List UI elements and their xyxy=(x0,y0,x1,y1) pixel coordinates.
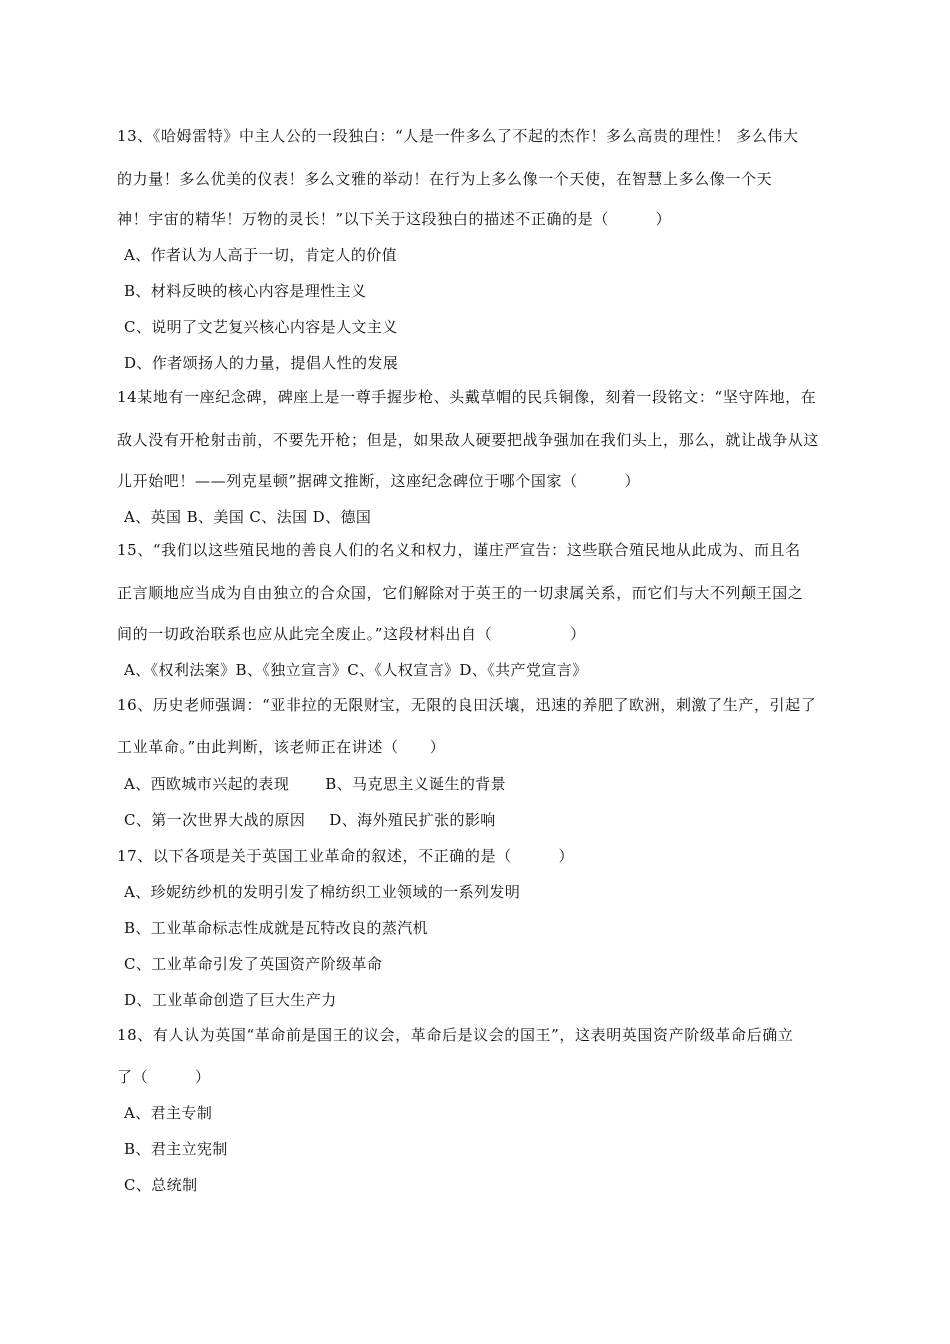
question-14-stem-line-3: 儿开始吧！——列克星顿”据碑文推断，这座纪念碑位于哪个国家（ ） xyxy=(117,472,641,490)
question-13-option-b: B、材料反映的核心内容是理性主义 xyxy=(124,282,367,300)
question-18-option-a: A、君主专制 xyxy=(124,1104,213,1122)
question-15-stem-line-3: 间的一切政治联系也应从此完全废止。”这段材料出自（ ） xyxy=(117,625,586,643)
question-13-stem-line-3: 神！宇宙的精华！万物的灵长！”以下关于这段独白的描述不正确的是（ ） xyxy=(117,210,672,228)
question-13-option-c: C、说明了文艺复兴核心内容是人文主义 xyxy=(124,318,398,336)
question-16-option-b: B、马克思主义诞生的背景 xyxy=(325,775,507,793)
question-15-options: A、《权利法案》B、《独立宣言》C、《人权宣言》D、《共产党宣言》 xyxy=(124,661,588,679)
question-17-option-b: B、工业革命标志性成就是瓦特改良的蒸汽机 xyxy=(124,919,429,937)
question-14-stem-line-1: 14某地有一座纪念碑，碑座上是一尊手握步枪、头戴草帽的民兵铜像，刻着一段铭文：“坚守阵地，在 xyxy=(117,388,817,406)
question-17-stem: 17、以下各项是关于英国工业革命的叙述，不正确的是（ ） xyxy=(117,847,575,865)
question-13-option-a: A、作者认为人高于一切，肯定人的价值 xyxy=(124,246,398,264)
question-18-option-b: B、君主立宪制 xyxy=(124,1140,228,1158)
question-13-stem-line-1: 13、《哈姆雷特》中主人公的一段独白：“人是一件多么了不起的杰作！多么高贵的理性！ 多么伟大 xyxy=(117,127,799,145)
question-17-option-d: D、工业革命创造了巨大生产力 xyxy=(124,991,337,1009)
question-16-option-row-1 xyxy=(124,774,854,794)
question-17-option-c: C、工业革命引发了英国资产阶级革命 xyxy=(124,955,383,973)
question-15-stem-line-2: 正言顺地应当成为自由独立的合众国，它们解除对于英王的一切隶属关系，而它们与大不列颠王国之 xyxy=(117,584,804,602)
question-13-option-d: D、作者颂扬人的力量，提倡人性的发展 xyxy=(124,354,399,372)
question-13-stem-line-2: 的力量！多么优美的仪表！多么文雅的举动！在行为上多么像一个天使，在智慧上多么像一个天 xyxy=(117,170,773,188)
question-14-options: A、英国 B、美国 C、法国 D、德国 xyxy=(124,508,372,526)
question-16-option-d: D、海外殖民扩张的影响 xyxy=(329,811,496,829)
question-17-option-a: A、珍妮纺纱机的发明引发了棉纺织工业领域的一系列发明 xyxy=(124,883,521,901)
question-16-option-row-2 xyxy=(124,810,854,830)
question-15-stem-line-1: 15、“我们以这些殖民地的善良人们的名义和权力，谨庄严宣告：这些联合殖民地从此成为、而且名 xyxy=(117,541,801,559)
question-14-stem-line-2: 敌人没有开枪射击前，不要先开枪；但是，如果敌人硬要把战争强加在我们头上，那么，就让战争从这 xyxy=(117,431,820,449)
question-16-option-a: A、西欧城市兴起的表现 xyxy=(124,775,290,793)
question-16-stem-line-2: 工业革命。”由此判断，该老师正在讲述（ ） xyxy=(117,738,446,756)
question-18-option-c: C、总统制 xyxy=(124,1176,198,1194)
question-18-stem-line-1: 18、有人认为英国“革命前是国王的议会，革命后是议会的国王”，这表明英国资产阶级革命后确立 xyxy=(117,1026,794,1044)
question-16-stem-line-1: 16、历史老师强调：“亚非拉的无限财宝，无限的良田沃壤，迅速的养肥了欧洲，刺激了生产，引起了 xyxy=(117,696,817,714)
question-16-option-c: C、第一次世界大战的原因 xyxy=(124,811,306,829)
question-18-stem-line-2: 了（ ） xyxy=(117,1068,211,1086)
